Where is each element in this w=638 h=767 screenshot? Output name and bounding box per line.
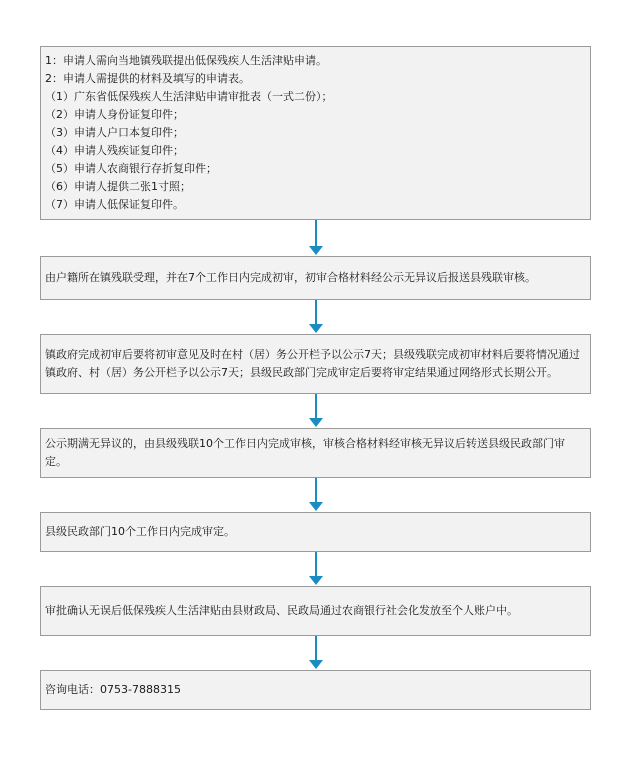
flow-arrow-3 <box>304 394 328 428</box>
step-3-box <box>40 334 591 394</box>
step-5-text: 县级民政部门10个工作日内完成审定。 <box>45 525 235 538</box>
step-2-box <box>40 256 591 300</box>
step-1-line-4: （2）申请人身份证复印件； <box>45 108 184 121</box>
step-6-box <box>40 586 591 636</box>
step-1-line-8: （6）申请人提供二张1寸照； <box>45 180 191 193</box>
step-3-text: 镇政府完成初审后要将初审意见及时在村（居）务公开栏予以公示7天；县级残联完成初审材料后要将情况通过镇政府、村（居）务公开栏予以公示7天；县级民政部门完成审定后要将审定结果通过网络形式长期公开。 <box>45 348 580 379</box>
step-1-line-5: （3）申请人户口本复印件； <box>45 126 184 139</box>
flow-arrow-6 <box>304 636 328 670</box>
step-1-box <box>40 46 591 220</box>
step-1-line-1: 1：申请人需向当地镇残联提出低保残疾人生活津贴申请。 <box>45 54 327 67</box>
step-1-line-7: （5）申请人农商银行存折复印件； <box>45 162 217 175</box>
flow-arrow-4 <box>304 478 328 512</box>
step-6-text: 审批确认无误后低保残疾人生活津贴由县财政局、民政局通过农商银行社会化发放至个人账户中。 <box>45 604 518 617</box>
step-1-line-2: 2：申请人需提供的材料及填写的申请表。 <box>45 72 250 85</box>
step-1-line-3: （1）广东省低保残疾人生活津贴申请审批表（一式二份）； <box>45 90 333 103</box>
step-1-line-9: （7）申请人低保证复印件。 <box>45 198 184 211</box>
step-7-box <box>40 670 591 710</box>
step-2-text: 由户籍所在镇残联受理，并在7个工作日内完成初审，初审合格材料经公示无异议后报送县残联审核。 <box>45 271 536 284</box>
contact-phone-text: 咨询电话：0753-7888315 <box>45 683 181 696</box>
step-5-box <box>40 512 591 552</box>
flow-arrow-1 <box>304 220 328 256</box>
step-4-text: 公示期满无异议的，由县级残联10个工作日内完成审核，审核合格材料经审核无异议后转送县级民政部门审定。 <box>45 437 565 468</box>
step-4-box <box>40 428 591 478</box>
step-1-line-6: （4）申请人残疾证复印件； <box>45 144 184 157</box>
flow-arrow-2 <box>304 300 328 334</box>
flow-arrow-5 <box>304 552 328 586</box>
